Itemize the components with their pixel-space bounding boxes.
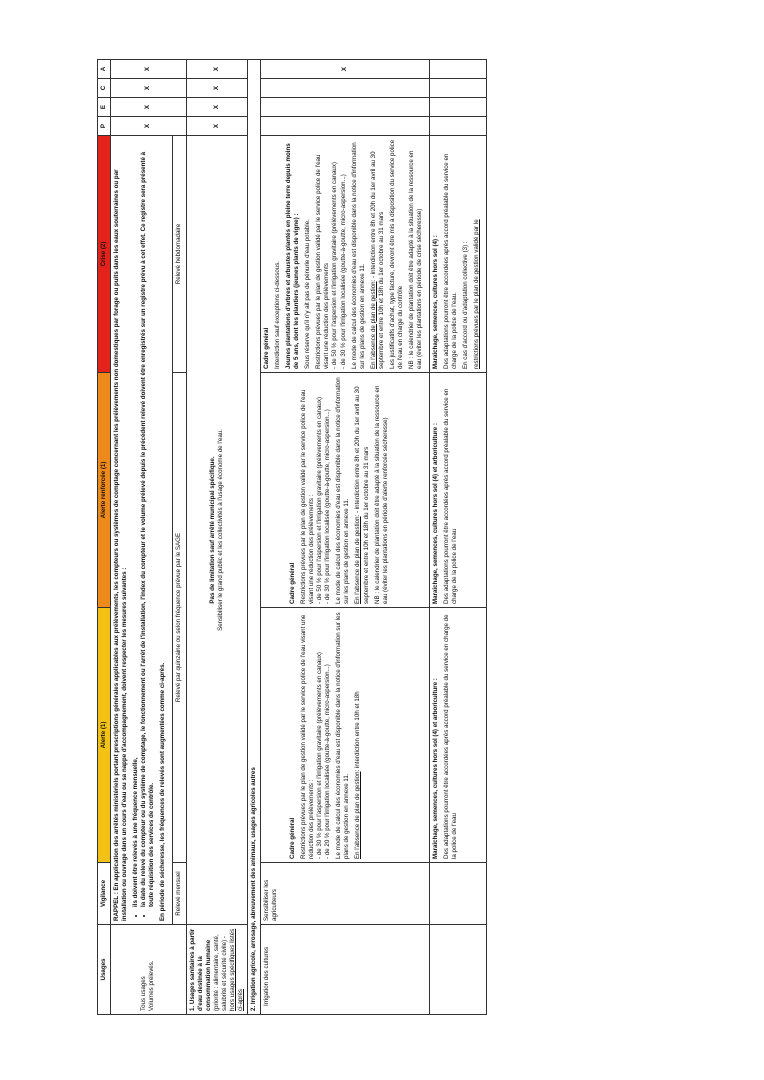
alerte-restrictions	[300, 611, 332, 859]
restriction-table-sheet	[97, 60, 682, 1015]
tous-usages-a: X	[111, 59, 186, 78]
crise-mode-calcul: Le mode de calcul des économies d'eau est disponible dans la notice d'information sur les plans de gestion en annexe 11.	[350, 142, 366, 369]
ar-nb: NB : le calendrier de plantation doit être adapté à la situation de la ressource en eau (éviter les plantations en période d'alerte renforcée sécheresse)	[373, 385, 389, 604]
cell-maraichage-alerte	[430, 607, 487, 862]
ar-restr-d1: - de 50 % pour l'aspersion et l'irrigation gravitaire (prélèvements en canaux)	[316, 396, 324, 604]
usages-sanitaires-detail: (priorité : alimentaire, santé, salubrité et sécurité civile) -	[212, 934, 228, 1011]
ar-cadre-general: Cadre général	[289, 562, 296, 604]
maraichage-alerte-text: Des adaptations pourront être accordées après accord préalable du service en charge de la police de l'eau	[443, 614, 459, 859]
tous-usages-label: Tous usages	[140, 976, 148, 1011]
sanitaires-p: X	[186, 116, 247, 135]
maraichage-vigilance-cell	[430, 863, 487, 925]
alerte-restr-d2: - de 20 % pour l'irrigation localisée (goutte-à-goutte, micro-aspersion...)	[324, 664, 332, 859]
header-vigilance: Vigilance	[98, 863, 111, 925]
irrigation-p	[261, 116, 430, 135]
alerte-absence-title: En l'absence de plan de gestion	[354, 771, 362, 859]
cell-maraichage-crise	[430, 135, 487, 372]
maraichage-usage-cell	[430, 925, 487, 1015]
alerte-restr-text: Restrictions prévues par le plan de gestion validé par le service police de l'eau visant une réduction des prélèvements :	[300, 614, 316, 859]
irrigation-e	[261, 97, 430, 116]
maraichage-crise-restr: restrictions prévues par le plan de gestion validé par le	[473, 219, 481, 369]
crise-restr-d1: - de 50 % pour l'aspersion et l'irrigation gravitaire (prélèvements en canaux)	[331, 161, 339, 369]
releve-alerte: Relevé par quinzaine ou selon fréquence prévue par le SAGE	[173, 372, 186, 862]
irrigation-vigilance: Sensibiliser les agriculteurs	[261, 863, 430, 925]
sanitaires-e: X	[186, 97, 247, 116]
restriction-table	[97, 59, 487, 1015]
crise-justificatifs: Les justificatifs d'achat, type facture, devront être mis à disposition du service police de l'eau en charge du contrôle	[388, 139, 404, 369]
maraichage-p	[430, 116, 487, 135]
header-usages: Usages	[98, 925, 111, 1015]
row-usages-sanitaires	[186, 59, 247, 1014]
maraichage-ar-text: Des adaptations pourront être accordées après accord préalable du service en charge de la police de l'eau	[443, 388, 459, 604]
crise-nb: NB : le calendrier de plantation doit être adapté à la situation de la ressource en eau (éviter les plantations en période de crise sécheresse)	[407, 150, 423, 369]
ar-restr-text: Restrictions prévues par le plan de gestion validé par le service police de l'eau visant une réduction des prélèvements :	[300, 389, 316, 604]
crise-interdiction: Interdiction sauf exceptions ci-dessous.	[274, 260, 282, 369]
irrigation-sub: Irrigation des cultures	[261, 925, 430, 1015]
volumes-preleves-label: Volumes prélevés.	[148, 960, 156, 1011]
releve-crise: Relevé hebdomadaire	[173, 135, 186, 372]
header-col-e: E	[98, 97, 111, 116]
header-col-c: C	[98, 78, 111, 97]
maraichage-crise-accord: En cas d'accord ou d'adaptation collective (3) :	[462, 241, 470, 369]
tous-usages-c: X	[111, 78, 186, 97]
crise-absence-title: En l'absence de plan de gestion	[369, 281, 377, 369]
sanitaires-c: X	[186, 78, 247, 97]
crise-restr-d2: - de 30 % pour l'irrigation localisée (goutte-à-goutte, micro-aspersion...)	[339, 174, 347, 369]
section-irrigation-title: 2. Irrigation agricole, arrosage, abreuvement des animaux, usages agricoles autres	[247, 59, 260, 1014]
pas-de-limitation: Pas de limitation sauf arrêté municipal spécifique.	[208, 456, 216, 604]
maraichage-ar-title: Maraîchage, semences, cultures hors sol (4) et arboriculture :	[432, 423, 440, 604]
ar-absence-text: : - interdiction entre 8h et 20h du 1er avril au 30 septembre et entre 10h et 18h du 1er octobre au 31 mars	[354, 386, 370, 604]
releve-vigilance: Relevé mensuel	[173, 863, 186, 925]
row-rappel	[111, 59, 173, 1014]
cell-rappel	[111, 135, 173, 924]
alerte-cadre-general: Cadre général	[289, 817, 296, 859]
crise-jeunes-plantations: Jeunes plantations d'arbres et arbustes plantés en pleine terre depuis moins de 5 ans, dont les plantiers (jeunes plants de vigne) :	[285, 143, 301, 369]
header-crise: Crise (2)	[98, 135, 111, 372]
header-col-p: P	[98, 116, 111, 135]
ar-absence-title: En l'absence de plan de gestion	[354, 516, 362, 604]
usages-sanitaires-link: hors usages spécifiques listés ci-après	[228, 928, 244, 1011]
maraichage-a	[430, 59, 487, 78]
crise-cadre-general: Cadre général	[263, 327, 270, 369]
cell-irrigation-crise	[261, 135, 430, 372]
maraichage-crise-title: Maraîchage, semences, cultures hors sol (4) :	[432, 235, 440, 369]
alerte-absence-text: : interdiction entre 10h et 18h	[354, 691, 362, 772]
sensibiliser-grand-public: Sensibiliser le grand public et les collectivités à l'usage économe de l'eau.	[216, 429, 224, 631]
cell-irrigation-alerte-renforcee	[261, 372, 430, 607]
ar-mode-calcul: Le mode de calcul des économies d'eau est disponible dans la notice d'information sur les plans de gestion en annexe 11.	[335, 377, 351, 604]
header-col-a: A	[98, 59, 111, 78]
maraichage-alerte-title: Maraîchage, semences, cultures hors sol (4) et arboriculture :	[432, 678, 440, 859]
maraichage-c	[430, 78, 487, 97]
header-row	[98, 59, 111, 1014]
irrigation-c	[261, 78, 430, 97]
cell-usages-sanitaires-mesures	[186, 135, 247, 924]
crise-restrictions	[315, 139, 347, 369]
ar-restrictions	[300, 376, 332, 604]
irrigation-a: X	[261, 59, 430, 78]
crise-absence-text: : - interdiction entre 8h et 20h du 1er avril au 30 septembre et entre 10h et 18h du 1er octobre au 31 mars	[369, 151, 385, 369]
cell-maraichage-alerte-renforcee	[430, 372, 487, 607]
rappel-secheresse: En période de sécheresse, les fréquences de relevés sont augmentées comme ci-après.	[159, 662, 167, 921]
rappel-bullet-1: • ils doivent être relevés à une fréquence mensuelle,	[132, 139, 140, 907]
row-releves	[173, 59, 186, 1014]
maraichage-crise-text: Des adaptations pourront être accordées après accord préalable du service en charge de la police de l'eau.	[443, 153, 459, 369]
header-alerte: Alerte (1)	[98, 607, 111, 862]
rappel-bullet-2: • la date du relevé du compteur ou du système de comptage, le fonctionnement ou l'arrêt de l'installation, l'index du compteur et le volume prélevé depuis le précédent relevé doivent être enregistrés sur un registre prévu à cet effet. Ce registre sera présenté à toute réquisition des services de contrôle.	[140, 139, 156, 907]
cell-irrigation-alerte	[261, 607, 430, 862]
usages-sanitaires-title: 1. Usages sanitaires à partir d'eau destinée à la consommation humaine	[188, 928, 212, 1011]
row-irrigation	[261, 59, 430, 1014]
alerte-restr-d1: - de 30 % pour l'aspersion et l'irrigation gravitaire (prélèvements en canaux)	[316, 652, 324, 859]
tous-usages-p: X	[111, 116, 186, 135]
rappel-intro: RAPPEL : En application des arrêtés ministériels portant prescriptions générales applicables aux prélèvements, les compteurs ou systèmes de comptage concernant les prélèvements non domestiques par forage ou puits dans les eaux souterraines ou par installation ou ouvrage dans un cours d'eau ou sa nappe d'accompagnement, doivent respecter les mesures suivantes :	[113, 169, 129, 921]
ar-absence	[354, 376, 370, 604]
row-section-irrigation	[247, 59, 260, 1014]
sanitaires-a: X	[186, 59, 247, 78]
crise-sous-reserve: Sous réserve qu'il n'y ait pas de pénurie d'eau potable.	[304, 219, 312, 369]
alerte-absence	[354, 611, 362, 859]
cell-tous-usages	[111, 925, 186, 1015]
crise-absence	[370, 139, 386, 369]
tous-usages-e: X	[111, 97, 186, 116]
ar-restr-d2: - de 30 % pour l'irrigation localisée (goutte-à-goutte, micro-aspersion...)	[324, 409, 332, 604]
alerte-mode-calcul: Le mode de calcul des économies d'eau est disponible dans la notice d'information sur les plans de gestion en annexe 11.	[335, 612, 351, 859]
row-maraichage	[430, 59, 487, 1014]
header-alerte-renforcee: Alerte renforcée (1)	[98, 372, 111, 607]
crise-restr-text: Restrictions prévues par le plan de gestion validé par le service police de l'eau visant une réduction des prélèvements	[315, 154, 331, 369]
cell-usages-sanitaires	[186, 925, 247, 1015]
maraichage-e	[430, 97, 487, 116]
